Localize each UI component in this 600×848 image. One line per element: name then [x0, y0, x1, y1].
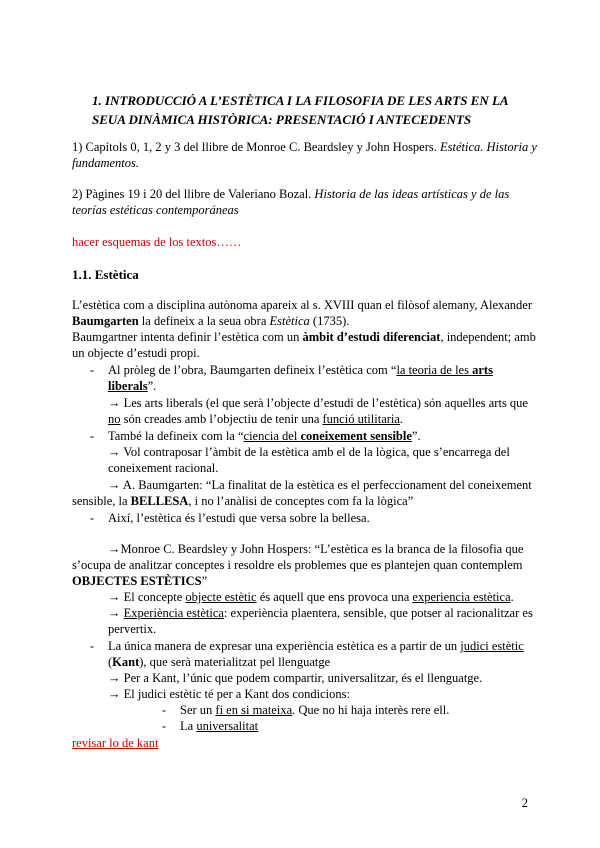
i1-no: no	[108, 412, 121, 426]
kant-arrow-2: → El judici estètic té per a Kant dos condicions:	[108, 687, 350, 701]
experiencia-estetica-cont: pervertix.	[108, 622, 157, 636]
bullet-dash: -	[90, 639, 95, 653]
p2-e-u: Experiència estètica	[123, 606, 224, 620]
condition-2	[180, 719, 258, 734]
p2-d-pre: → El concepte	[108, 590, 186, 604]
p2-h-post: ), que serà materialitzat pel llenguatge	[139, 655, 331, 669]
i2-pre: També la defineix com la “	[108, 429, 244, 443]
bullet-1-arrow-cont	[108, 412, 403, 427]
p2-e-post: : experiència plaentera, sensible, que potser al racionalitzar es	[223, 606, 533, 620]
objecte-estetic-line	[108, 590, 514, 605]
p2-c-end: ”	[201, 574, 208, 588]
c2-pre: La	[180, 719, 197, 733]
i1-func: funció utilitaria	[322, 412, 400, 426]
judici-line	[108, 639, 524, 654]
p2-h-pre: (	[108, 655, 113, 669]
reference-2-text: 2) Pàgines 19 i 20 del llibre de Valeriano Bozal.	[72, 187, 315, 201]
paragraph-1-line-4: un objecte d’estudi propi.	[72, 346, 200, 360]
paragraph-1-line-3	[72, 330, 536, 345]
bullet-dash: -	[90, 363, 95, 377]
p2-e-pre: →	[108, 606, 124, 620]
red-note-1: hacer esquemas de los textos……	[72, 235, 242, 249]
paragraph-1-line-2	[72, 314, 349, 329]
section-title: 1.1. Estètica	[72, 267, 139, 282]
c1-pre: Ser un	[180, 703, 216, 717]
i2-end: ”.	[411, 429, 421, 443]
p2-d-mid: és aquell que ens provoca una	[256, 590, 413, 604]
experiencia-estetica-line	[108, 606, 533, 621]
bullet-3: Així, l’estètica és l’estudi que versa sobre la bellesa.	[108, 511, 370, 525]
bullet-2-line-1	[108, 429, 421, 444]
reference-1-title-cont: fundamentos.	[72, 156, 140, 170]
chapter-heading: 1. INTRODUCCIÓ A L’ESTÈTICA I LA FILOSOFIA DE LES ARTS EN LA SEUA DINÀMICA HISTÒRICA: PRESENTACIÓ I ANTECEDENTS	[92, 93, 508, 127]
sub-bullet-dash: -	[162, 703, 167, 717]
p2-g-u: judici estètic	[460, 639, 524, 653]
p1-c-pre: Baumgartner intenta definir l’estètica com un	[72, 330, 303, 344]
i2-u: ciencia del	[243, 429, 301, 443]
baumgarten-quote-cont	[72, 494, 413, 509]
baumgarten-quote: → A. Baumgarten: “La finalitat de la estètica es el perfeccionament del coneixement	[108, 478, 532, 492]
reference-1-text: 1) Capítols 0, 1, 2 y 3 del llibre de Monroe C. Beardsley y John Hospers.	[72, 140, 441, 154]
bullet-dash: -	[90, 429, 95, 443]
p1-c-bold: àmbit d’estudi diferenciat	[302, 330, 441, 344]
page-number: 2	[521, 796, 528, 810]
p2-d-end: .	[510, 590, 514, 604]
reference-1-title: Estética. Historia y	[440, 140, 537, 154]
c2-u: universalitat	[196, 719, 259, 733]
bullet-2-arrow: → Vol contraposar l’àmbit de la estètica amb el de la lògica, que s’encarrega del	[108, 445, 510, 459]
kant-line	[108, 655, 330, 670]
paragraph-2-line-2: s’ocupa de analitzar conceptes i resoldre els problemes que es plantejen quan contemplem	[72, 558, 523, 572]
p1-c-post: , independent; amb	[440, 330, 536, 344]
paragraph-2-line-1: →Monroe C. Beardsley y John Hospers: “L’estètica es la branca de la filosofia que	[108, 542, 524, 556]
paragraph-1-line-1: L’estètica com a disciplina autònoma apareix al s. XVIII quan el filòsof alemany, Alexander	[72, 298, 533, 312]
kant-arrow-1: → Per a Kant, l’únic que podem compartir, universalitzar, és el llenguatge.	[108, 671, 483, 685]
i1-u: la teoria de les	[396, 363, 473, 377]
sub-bullet-dash: -	[162, 719, 167, 733]
p2-d-u: objecte estètic	[185, 590, 257, 604]
bullet-2-arrow-cont: coneixement racional.	[108, 461, 219, 475]
bullet-dash: -	[90, 511, 95, 525]
i1-end: ”.	[147, 379, 157, 393]
i1-ub2: liberals	[108, 379, 148, 393]
objectes-estetics: OBJECTES ESTÈTICS	[72, 574, 202, 588]
bullet-1-arrow: → Les arts liberals (el que serà l’objecte d’estudi de l’estètica) són aquelles arts que	[108, 396, 528, 410]
baumgarten-name: Baumgarten	[72, 314, 139, 328]
bq-bold: BELLESA	[130, 494, 189, 508]
reference-2	[72, 187, 509, 202]
p2-g-pre: La única manera de expresar una experiència estètica es a partir de un	[108, 639, 461, 653]
paragraph-2-line-3	[72, 574, 207, 589]
bq-post: , i no l’anàlisi de conceptes com fa la lògica”	[188, 494, 414, 508]
reference-2-title-cont: teorías estéticas contemporáneas	[72, 203, 239, 217]
condition-1	[180, 703, 449, 718]
c1-post: . Que no hi haja interès rere ell.	[292, 703, 450, 717]
i1-dot: .	[399, 412, 404, 426]
kant-name: Kant	[112, 655, 140, 669]
red-note-2: revisar lo de kant	[72, 736, 159, 750]
reference-1	[72, 140, 537, 155]
p1-year: (1735).	[309, 314, 350, 328]
p2-d-u2: experiencia estètica	[412, 590, 511, 604]
c1-u: fi en si mateixa	[215, 703, 293, 717]
bullet-1-line-1	[108, 363, 493, 378]
p1-text: la defineix a la seua obra	[138, 314, 270, 328]
i1-ub: arts	[472, 363, 493, 377]
reference-2-title: Historia de las ideas artísticas y de las	[314, 187, 510, 201]
bq-pre: sensible, la	[72, 494, 131, 508]
i1-pre: Al pròleg de l’obra, Baumgarten defineix l’estètica com “	[108, 363, 397, 377]
i2-ub: coneixement sensible	[300, 429, 412, 443]
i1-mid: són creades amb l’objectiu de tenir una	[120, 412, 323, 426]
work-title: Estètica	[269, 314, 310, 328]
bullet-1-line-2	[108, 379, 156, 394]
